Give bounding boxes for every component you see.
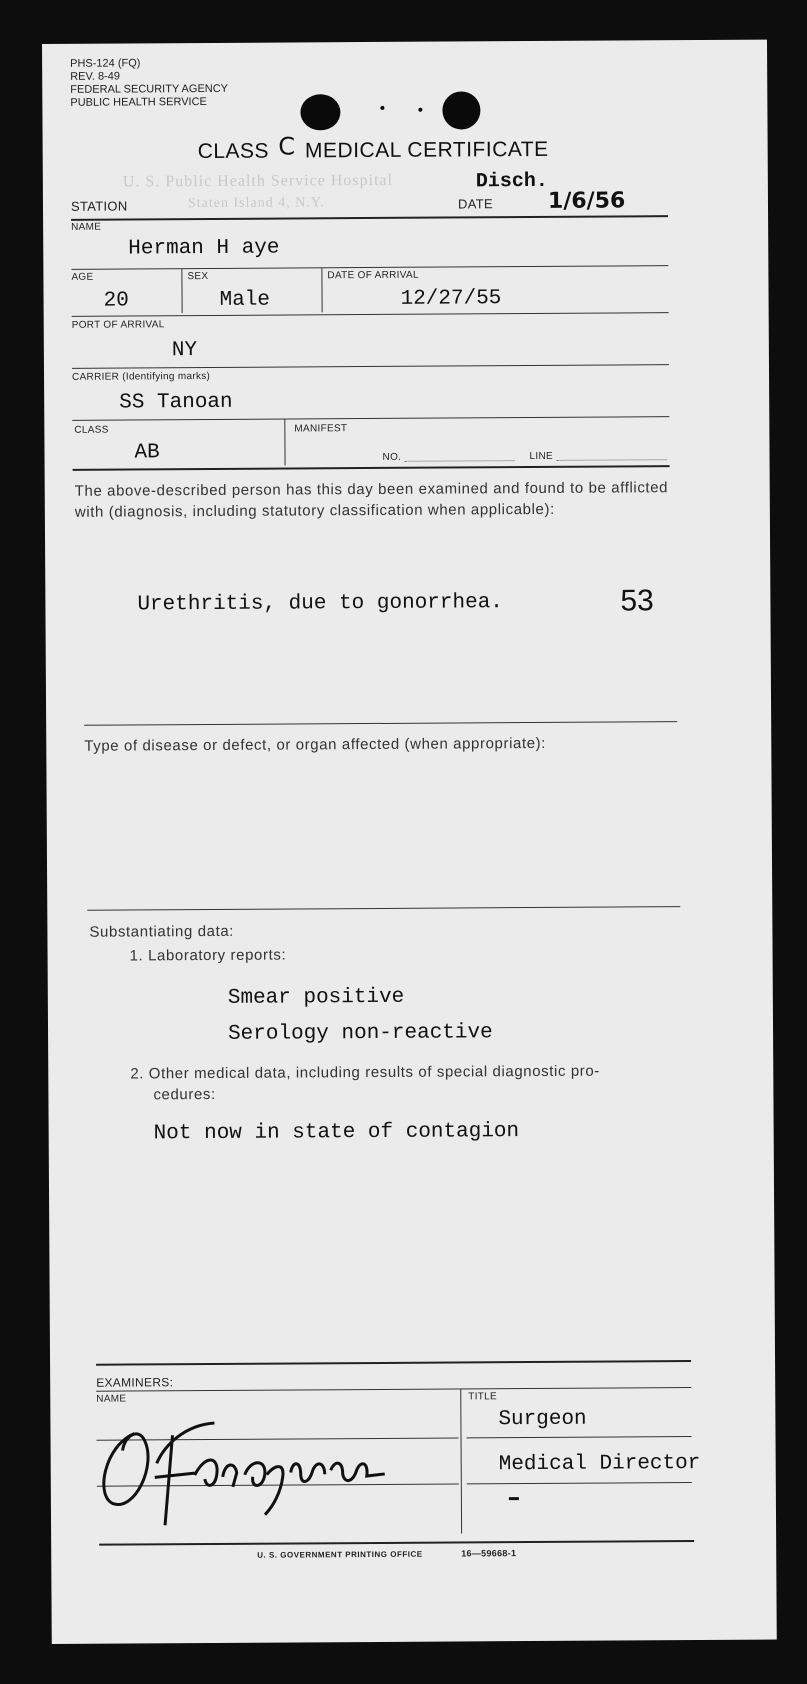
divider (72, 416, 669, 421)
certificate-paper (42, 40, 777, 1644)
ink-dot (380, 106, 384, 110)
substantiating-heading: Substantiating data: (89, 922, 235, 941)
ink-dot (418, 108, 422, 112)
manifest-no-line (405, 460, 515, 462)
date-value: 1/6/56 (547, 188, 626, 214)
column-divider (181, 269, 182, 313)
manifest-no-label: NO. (382, 451, 402, 463)
title-prefix: CLASS (197, 139, 270, 164)
examiners-label: EXAMINERS: (96, 1375, 174, 1390)
title-suffix: MEDICAL CERTIFICATE (304, 137, 549, 163)
name-value: Herman H aye (128, 236, 280, 261)
divider (96, 1387, 691, 1392)
lab-reports-label: 1. Laboratory reports: (129, 946, 287, 965)
date-of-arrival-value: 12/27/55 (400, 287, 502, 311)
service-name: PUBLIC HEALTH SERVICE (70, 95, 207, 109)
lab-result-serology: Serology non-reactive (227, 1021, 493, 1046)
other-medical-data: Not now in state of contagion (153, 1120, 520, 1146)
divider (96, 1360, 691, 1366)
form-number: PHS-124 (FQ) (70, 57, 141, 70)
disch-note: Disch. (475, 169, 548, 194)
examiner-title-label: TITLE (468, 1391, 498, 1403)
examiner-signature (94, 1414, 425, 1546)
date-label: DATE (457, 196, 493, 212)
lab-result-smear: Smear positive (227, 985, 405, 1010)
divider (71, 215, 668, 221)
print-code: 16—59668-1 (461, 1548, 517, 1559)
punch-hole-mark (442, 91, 480, 129)
port-of-arrival-value: NY (171, 339, 198, 363)
station-faint-stamp: U. S. Public Health Service Hospital (122, 171, 394, 191)
port-of-arrival-label: PORT OF ARRIVAL (71, 319, 165, 331)
manifest-label: MANIFEST (294, 423, 348, 435)
sex-label: SEX (187, 270, 209, 283)
printer-imprint: U. S. GOVERNMENT PRINTING OFFICE (257, 1549, 423, 1560)
carrier-label: CARRIER (Identifying marks) (72, 370, 211, 383)
page-title (198, 134, 549, 164)
disease-type-label: Type of disease or defect, or organ affected (when appropriate): (84, 734, 547, 755)
divider (467, 1436, 692, 1438)
station-label: STATION (70, 198, 128, 214)
divider (73, 465, 670, 471)
other-data-label: 2. Other medical data, including results of special diagnostic pro- (130, 1062, 600, 1083)
class-value: AB (134, 441, 160, 465)
punch-hole-mark (300, 94, 340, 130)
form-header (70, 57, 228, 110)
age-value: 20 (103, 289, 129, 313)
divider (84, 721, 677, 726)
divider (72, 364, 669, 369)
dash-mark (509, 1497, 519, 1500)
date-of-arrival-label: DATE OF ARRIVAL (327, 269, 419, 282)
manifest-line-label: LINE (529, 450, 553, 463)
divider (87, 906, 680, 911)
diagnosis-code: 53 (620, 584, 654, 618)
agency-name: FEDERAL SECURITY AGENCY (70, 82, 229, 96)
class-label: CLASS (74, 424, 109, 436)
examination-statement: The above-described person has this day been examined and found to be afflicted with (diagnosis, including statutory classification when applicable): (74, 479, 669, 521)
manifest-line-line (557, 459, 667, 461)
divider (72, 312, 669, 317)
age-label: AGE (71, 271, 94, 283)
sex-value: Male (219, 288, 271, 312)
name-label: NAME (71, 221, 102, 233)
column-divider (321, 268, 322, 312)
column-divider (284, 420, 285, 466)
carrier-value: SS Tanoan (119, 390, 233, 415)
column-divider (460, 1388, 462, 1533)
diagnosis-text: Urethritis, due to gonorrhea. (137, 591, 503, 617)
class-letter: C (278, 132, 296, 161)
other-data-label-cont: cedures: (153, 1085, 216, 1104)
divider (467, 1482, 692, 1484)
station-faint-stamp-line2: Staten Island 4, N.Y. (187, 195, 325, 212)
examiner-name-label: NAME (96, 1393, 127, 1405)
form-revision: REV. 8-49 (70, 70, 120, 83)
examiner-title-line1: Surgeon (498, 1407, 587, 1432)
examiner-title-line2: Medical Director (498, 1452, 701, 1477)
